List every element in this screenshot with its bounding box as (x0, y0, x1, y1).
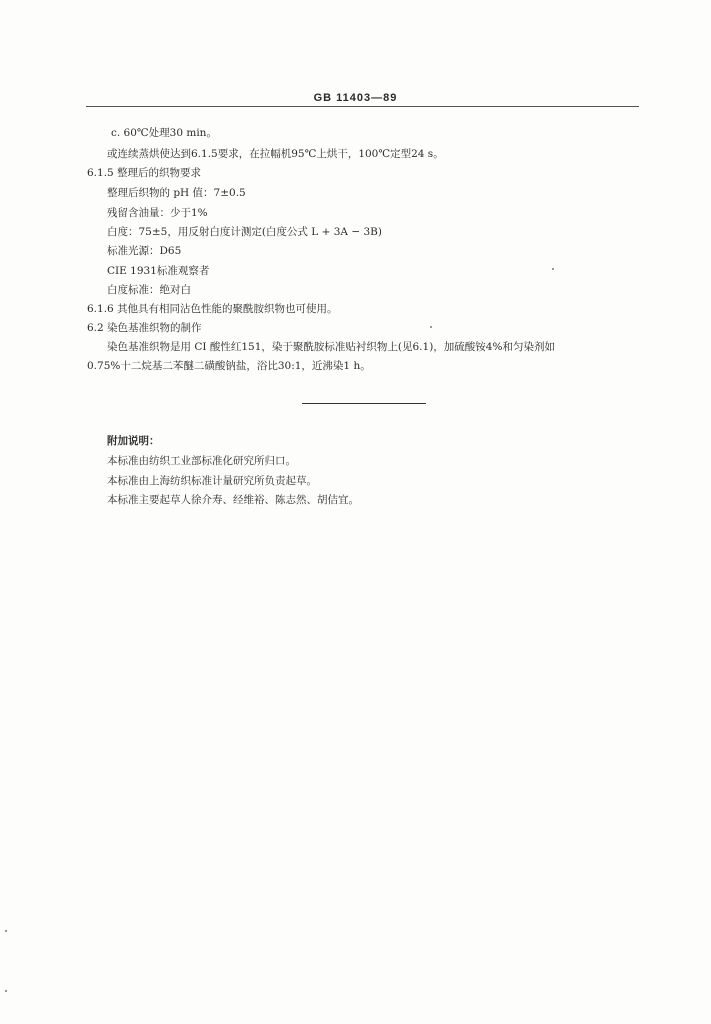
appendix-item: 本标准主要起草人徐介寿、经维裕、陈志然、胡佶宜。 (107, 494, 359, 506)
header-rule (86, 106, 639, 107)
appendix-item: 本标准由纺织工业部标准化研究所归口。 (107, 455, 296, 467)
body-line: c. 60℃处理30 min。 (111, 127, 217, 139)
section-heading: 6.2 染色基准织物的制作 (87, 322, 202, 334)
appendix-title: 附加说明： (107, 435, 160, 447)
scan-speck (5, 990, 7, 992)
section-separator (302, 403, 426, 404)
body-line: 白度：75±5，用反射白度计测定(白度公式 L + 3A − 3B) (107, 226, 382, 238)
body-line: 白度标准：绝对白 (107, 284, 191, 296)
body-line: 或连续蒸烘使达到6.1.5要求，在拉幅机95℃上烘干，100℃定型24 s。 (107, 148, 444, 160)
section-heading: 6.1.6 其他具有相同沾色性能的聚酰胺织物也可使用。 (87, 303, 338, 315)
standard-number-header: GB 11403—89 (313, 92, 398, 104)
body-line: 残留含油量：少于1% (107, 207, 208, 219)
body-line: 整理后织物的 pH 值：7±0.5 (107, 187, 246, 199)
body-line: 0.75%十二烷基二苯醚二磺酸钠盐，浴比30:1，近沸染1 h。 (87, 360, 371, 372)
appendix-item: 本标准由上海纺织标准计量研究所负责起草。 (107, 475, 317, 487)
body-line: CIE 1931标准观察者 (107, 265, 210, 277)
body-line: 染色基准织物是用 CI 酸性红151，染于聚酰胺标准贴衬织物上(见6.1)，加硫酸铵4%和匀染剂如 (107, 341, 555, 353)
section-heading: 6.1.5 整理后的织物要求 (87, 167, 202, 179)
scan-speck (5, 930, 7, 932)
scan-speck (430, 326, 432, 328)
scan-speck (552, 268, 554, 270)
body-line: 标准光源：D65 (107, 245, 182, 257)
